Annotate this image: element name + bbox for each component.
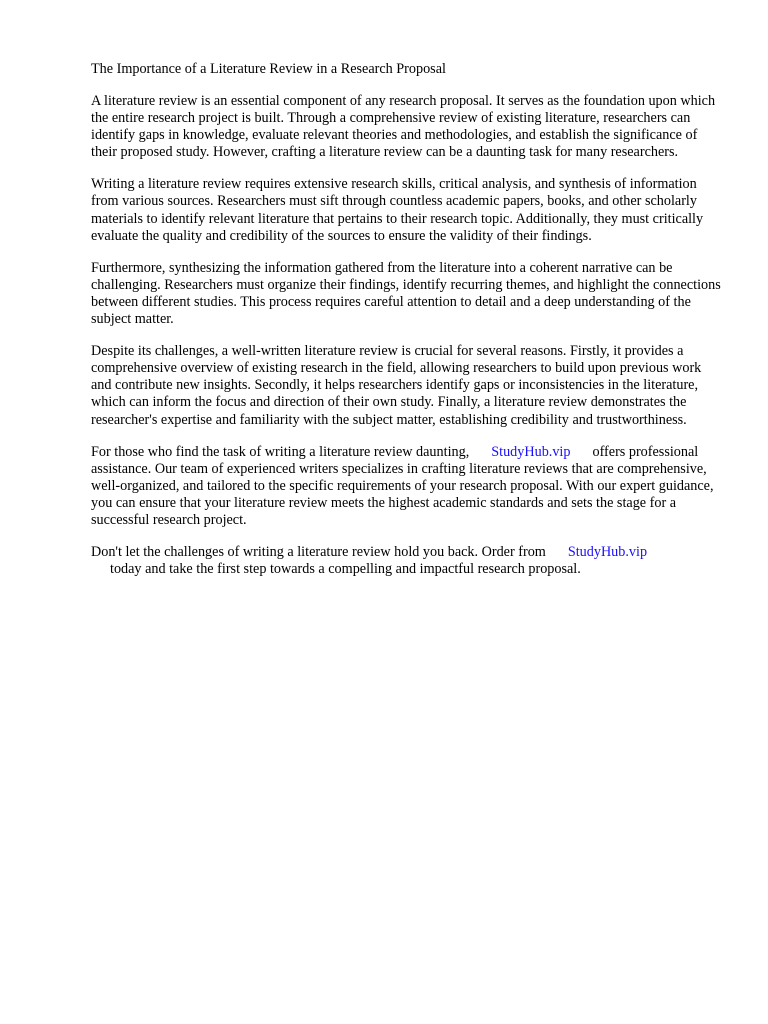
paragraph-writing: Writing a literature review requires extensive research skills, critical analysis, and synthesis of information from various sources. Researchers must sift through countless academic papers, books, and other scholarly materials to identify relevant literature that pertains to their research topic. Additionally, they must critically evaluate the quality and credibility of the sources to ensure the validity of their findings. (91, 176, 704, 244)
paragraph-closing (91, 544, 723, 578)
paragraph-intro: A literature review is an essential component of any research proposal. It serves as the foundation upon which the entire research project is built. Through a comprehensive review of existing literature, researchers can identify gaps in knowledge, evaluate relevant theories and methodologies, and establish the significance of their proposed study. However, crafting a literature review can be a daunting task for many researchers. (91, 93, 716, 161)
closing-text-before: Don't let the challenges of writing a literature review hold you back. Order from (91, 544, 546, 561)
paragraph-synthesis: Furthermore, synthesizing the information gathered from the literature into a coherent narrative can be challenging. Researchers must organize their findings, identify recurring themes, and highlight the connections between different studies. This process requires careful attention to detail and a deep understanding of the subject matter. (91, 259, 721, 328)
closing-text-after: today and take the first step towards a compelling and impactful research proposal. (110, 561, 581, 578)
studyhub-link[interactable]: StudyHub.vip (491, 443, 571, 460)
studyhub-link-closing[interactable]: StudyHub.vip (567, 544, 648, 561)
paragraph-importance: Despite its challenges, a well-written literature review is crucial for several reasons. Firstly, it provides a comprehensive overview of existing research in the field, allowing researchers to build upon previous work and contribute new insights. Secondly, it helps researchers identify gaps or inconsistencies in the literature, which can inform the focus and direction of their own study. Finally, a literature review demonstrates the researcher's expertise and familiarity with the subject matter, establishing credibility and trustworthiness. (91, 343, 702, 428)
offer-text-after: offers professional assistance. Our team of experienced writers specializes in crafting literature reviews that are comprehensive, well-organized, and tailored to the specific requirements of your research proposal. With our expert guidance, you can ensure that your literature review meets the highest academic standards and sets the stage for a successful research project. (91, 443, 714, 528)
paragraph-offer (91, 444, 723, 529)
document-title: The Importance of a Literature Review in a Research Proposal (91, 61, 446, 77)
offer-text-before: For those who find the task of writing a literature review daunting, (91, 443, 470, 460)
